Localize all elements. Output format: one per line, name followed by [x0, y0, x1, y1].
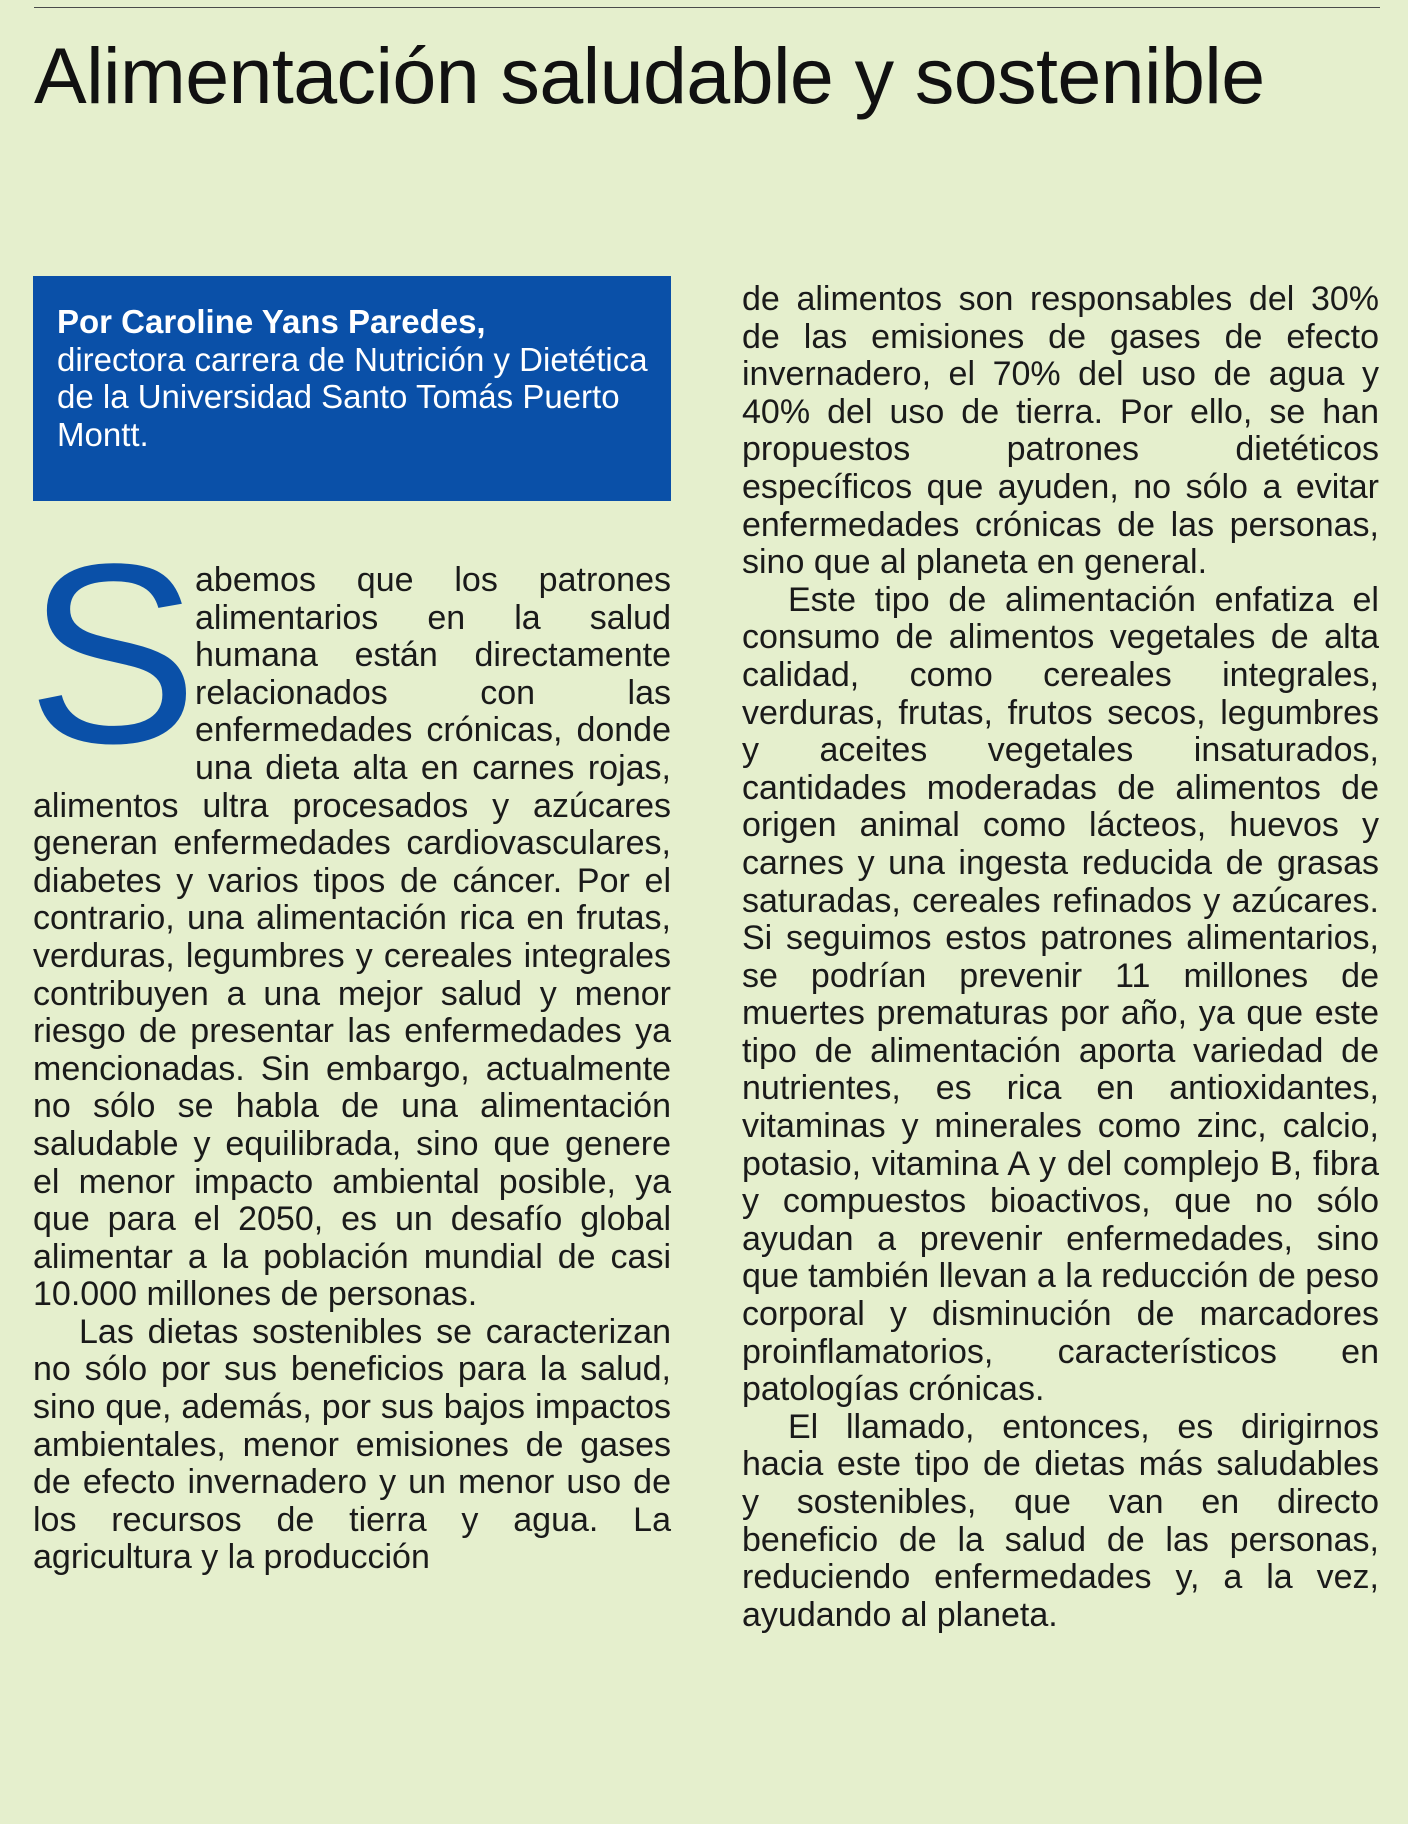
- author-name: Por Caroline Yans Paredes,: [57, 303, 486, 340]
- paragraph-conclusion: El llamado, entonces, es dirigirnos hacia este tipo de dietas más saludables y sostenibles, que van en directo beneficio de la salud de las personas, reduciendo enfermedades y, a la vez, ayudando al planeta.: [742, 1407, 1379, 1634]
- left-column: [27, 511, 671, 1577]
- paragraph-food-types: Este tipo de alimentación enfatiza el consumo de alimentos vegetales de alta calidad, como cereales integrales, verduras, frutas, frutos secos, legumbres y aceites vegetales insaturados, cantidades moderadas de alimentos de origen animal como lácteos, huevos y carnes y una ingesta reducida de grasas saturadas, cereales refinados y azúcares. Si seguimos estos patrones alimentarios, se podrían prevenir 11 millones de muertes prematuras por año, ya que este tipo de alimentación aporta variedad de nutrientes, es rica en antioxidantes, vitaminas y minerales como zinc, calcio, potasio, vitamina A y del complejo B, fibra y compuestos bioactivos, que no sólo ayudan a prevenir enfermedades, sino que también llevan a la reducción de peso corporal y disminución de marcadores proinflamatorios, característicos en patologías crónicas.: [742, 580, 1379, 1409]
- author-role: directora carrera de Nutrición y Dietética de la Universidad Santo Tomás Puerto Montt.: [57, 340, 648, 453]
- paragraph-emissions: de alimentos son responsables del 30% de las emisiones de gases de efecto invernadero, el 70% del uso de agua y 40% del uso de tierra. Por ello, se han propuestos patrones dietéticos específicos que ayuden, no sólo a evitar enfermedades crónicas de las personas, sino que al planeta en general.: [742, 280, 1379, 582]
- drop-cap: S: [27, 511, 198, 797]
- paragraph-sustainable-diets: Las dietas sostenibles se caracterizan no sólo por sus beneficios para la salud, sino que, además, por sus bajos impactos ambientales, menor emisiones de gases de efecto invernadero y un menor uso de los recursos de tierra y agua. La agricultura y la producción: [33, 1312, 671, 1577]
- top-divider: [34, 7, 1380, 8]
- author-box: [33, 276, 671, 501]
- right-column: [742, 281, 1379, 1634]
- paragraph-intro: abemos que los patrones alimentarios en la salud humana están directamente relacionados con las enfermedades crónicas, donde una dieta alta en carnes rojas, alimentos ultra procesados y azúcares generan enfermedades cardiovasculares, diabetes y varios tipos de cáncer. Por el contrario, una alimentación rica en frutas, verduras, legumbres y cereales integrales contribuyen a una mejor salud y menor riesgo de presentar las enfermedades ya mencionadas. Sin embargo, actualmente no sólo se habla de una alimentación saludable y equilibrada, sino que genere el menor impacto ambiental posible, ya que para el 2050, es un desafío global alimentar a la población mundial de casi 10.000 millones de personas.: [33, 561, 671, 1314]
- article-title: Alimentación saludable y sostenible: [34, 31, 1265, 120]
